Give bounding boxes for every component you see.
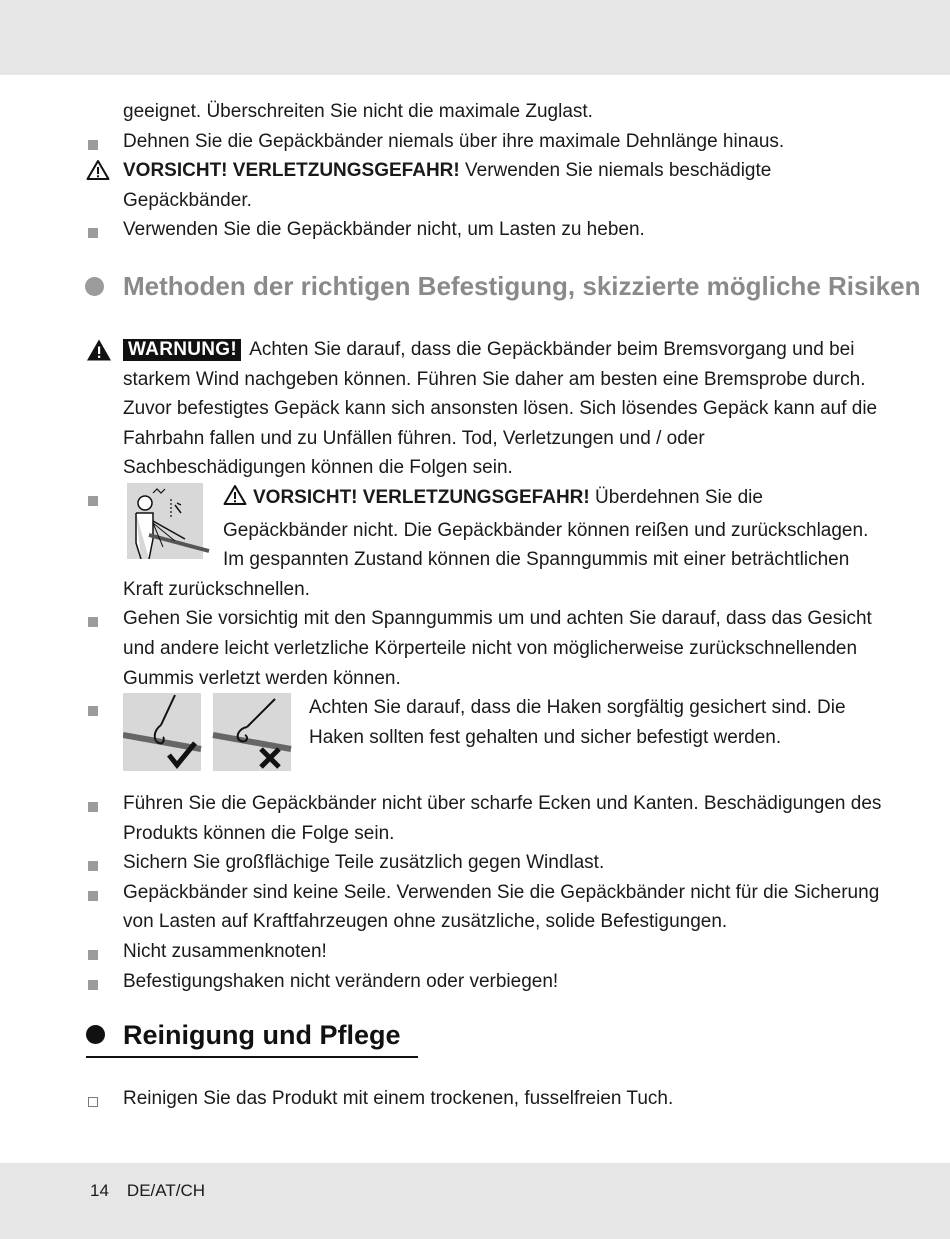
bullet-text: Verwenden Sie die Gepäckbänder nicht, um Lasten zu heben. <box>123 219 645 241</box>
caution-label: VORSICHT! VERLETZUNGSGEFAHR! <box>123 160 460 182</box>
square-bullet-icon <box>86 789 108 819</box>
warning-text: Achten Sie darauf, dass die Gepäckbänder beim Bremsvorgang und bei starkem Wind nachgeben können. Führen Sie daher am besten eine Bremsprobe durch. Zuvor befestigtes Gepäck kann sich ansonsten lösen. Sich lösendes Gepäck kann auf die Fahrbahn fallen und zu Unfällen führen. Tod, Verletzungen und / oder Sachbeschädigungen können die Folgen sein. <box>123 338 878 479</box>
locale-label: DE/AT/CH <box>126 1181 205 1200</box>
list-item <box>0 215 950 245</box>
list-item <box>0 789 950 848</box>
overstretch-figure <box>123 483 215 559</box>
bullet-text: Gepäckbänder sind keine Seile. Verwenden Sie die Gepäckbänder nicht für die Sicherung von Lasten auf Kraftfahrzeugen ohne zusätzliche, solide Befestigungen. <box>123 881 880 933</box>
bullet-text: Sichern Sie großflächige Teile zusätzlich gegen Windlast. <box>123 852 605 874</box>
caution-text: Verwenden Sie niemals beschädigte Gepäckbänder. <box>123 160 772 211</box>
instruction-step <box>0 1084 950 1114</box>
square-bullet-icon <box>86 967 108 997</box>
section-heading-cleaning <box>86 1018 418 1058</box>
heading-text: Methoden der richtigen Befestigung, skizzierte mögliche Risiken <box>123 270 921 301</box>
caution-label: VORSICHT! VERLETZUNGSGEFAHR! <box>253 486 590 508</box>
list-item <box>0 604 950 693</box>
bullet-text: Befestigungshaken nicht verändern oder verbiegen! <box>123 970 559 992</box>
warning-badge: WARNUNG! <box>123 339 241 361</box>
square-bullet-icon <box>86 937 108 967</box>
section-heading-fastening <box>0 271 950 301</box>
step-text: Reinigen Sie das Produkt mit einem trockenen, fusselfreien Tuch. <box>123 1088 674 1110</box>
hooks-item-with-figures <box>0 693 950 777</box>
bullet-text: Gehen Sie vorsichtig mit den Spanngummis um und achten Sie darauf, dass das Gesicht und andere leicht verletzliche Körperteile nicht von möglicherweise zurückschnellenden Gummis verletzt werden können. <box>123 608 872 689</box>
square-bullet-icon <box>86 215 108 245</box>
bullet-text: Nicht zusammenknoten! <box>123 941 327 963</box>
list-item <box>0 937 950 967</box>
paragraph-continuation <box>0 97 950 127</box>
square-bullet-icon <box>86 127 108 157</box>
list-item <box>0 127 950 157</box>
continuation-text: geeignet. Überschreiten Sie nicht die maximale Zuglast. <box>123 101 593 122</box>
heading-dot-icon <box>85 277 104 296</box>
hook-correct-wrong-icons <box>123 693 299 773</box>
bullet-text: Führen Sie die Gepäckbänder nicht über scharfe Ecken und Kanten. Beschädigungen des Produkts können die Folge sein. <box>123 793 882 844</box>
page-footer <box>90 1181 223 1201</box>
bottom-band <box>0 1163 950 1239</box>
heading-dot-icon <box>86 1025 105 1044</box>
page-content <box>0 97 950 1114</box>
caution-text: Überdehnen Sie die Gepäckbänder nicht. Die Gepäckbänder können reißen und zurückschlagen. Im gespannten Zustand können die Spanngummis mit einer beträchtlichen Kraft zurückschnellen. <box>123 486 869 600</box>
checkbox-square-icon <box>86 1084 108 1114</box>
warning-triangle-icon <box>86 335 108 365</box>
list-item <box>0 848 950 878</box>
heading-text: Reinigung und Pflege <box>123 1020 401 1051</box>
square-bullet-icon <box>86 483 108 513</box>
hook-figures <box>123 693 299 773</box>
bullet-text: Dehnen Sie die Gepäckbänder niemals über ihre maximale Dehnlänge hinaus. <box>123 130 785 152</box>
list-item <box>0 967 950 997</box>
square-bullet-icon <box>86 848 108 878</box>
warning-triangle-icon <box>86 156 108 186</box>
warning-triangle-icon <box>223 484 247 516</box>
square-bullet-icon <box>86 693 108 723</box>
page-number: 14 <box>90 1181 109 1200</box>
list-item <box>0 878 950 937</box>
warning-paragraph <box>0 335 950 483</box>
square-bullet-icon <box>86 878 108 908</box>
caution-item-with-figure <box>0 483 950 604</box>
top-band <box>0 0 950 75</box>
square-bullet-icon <box>86 604 108 634</box>
caution-item <box>0 156 950 215</box>
bullet-text: Achten Sie darauf, dass die Haken sorgfältig gesichert sind. Die Haken sollten fest gehalten und sicher befestigt werden. <box>309 697 846 748</box>
